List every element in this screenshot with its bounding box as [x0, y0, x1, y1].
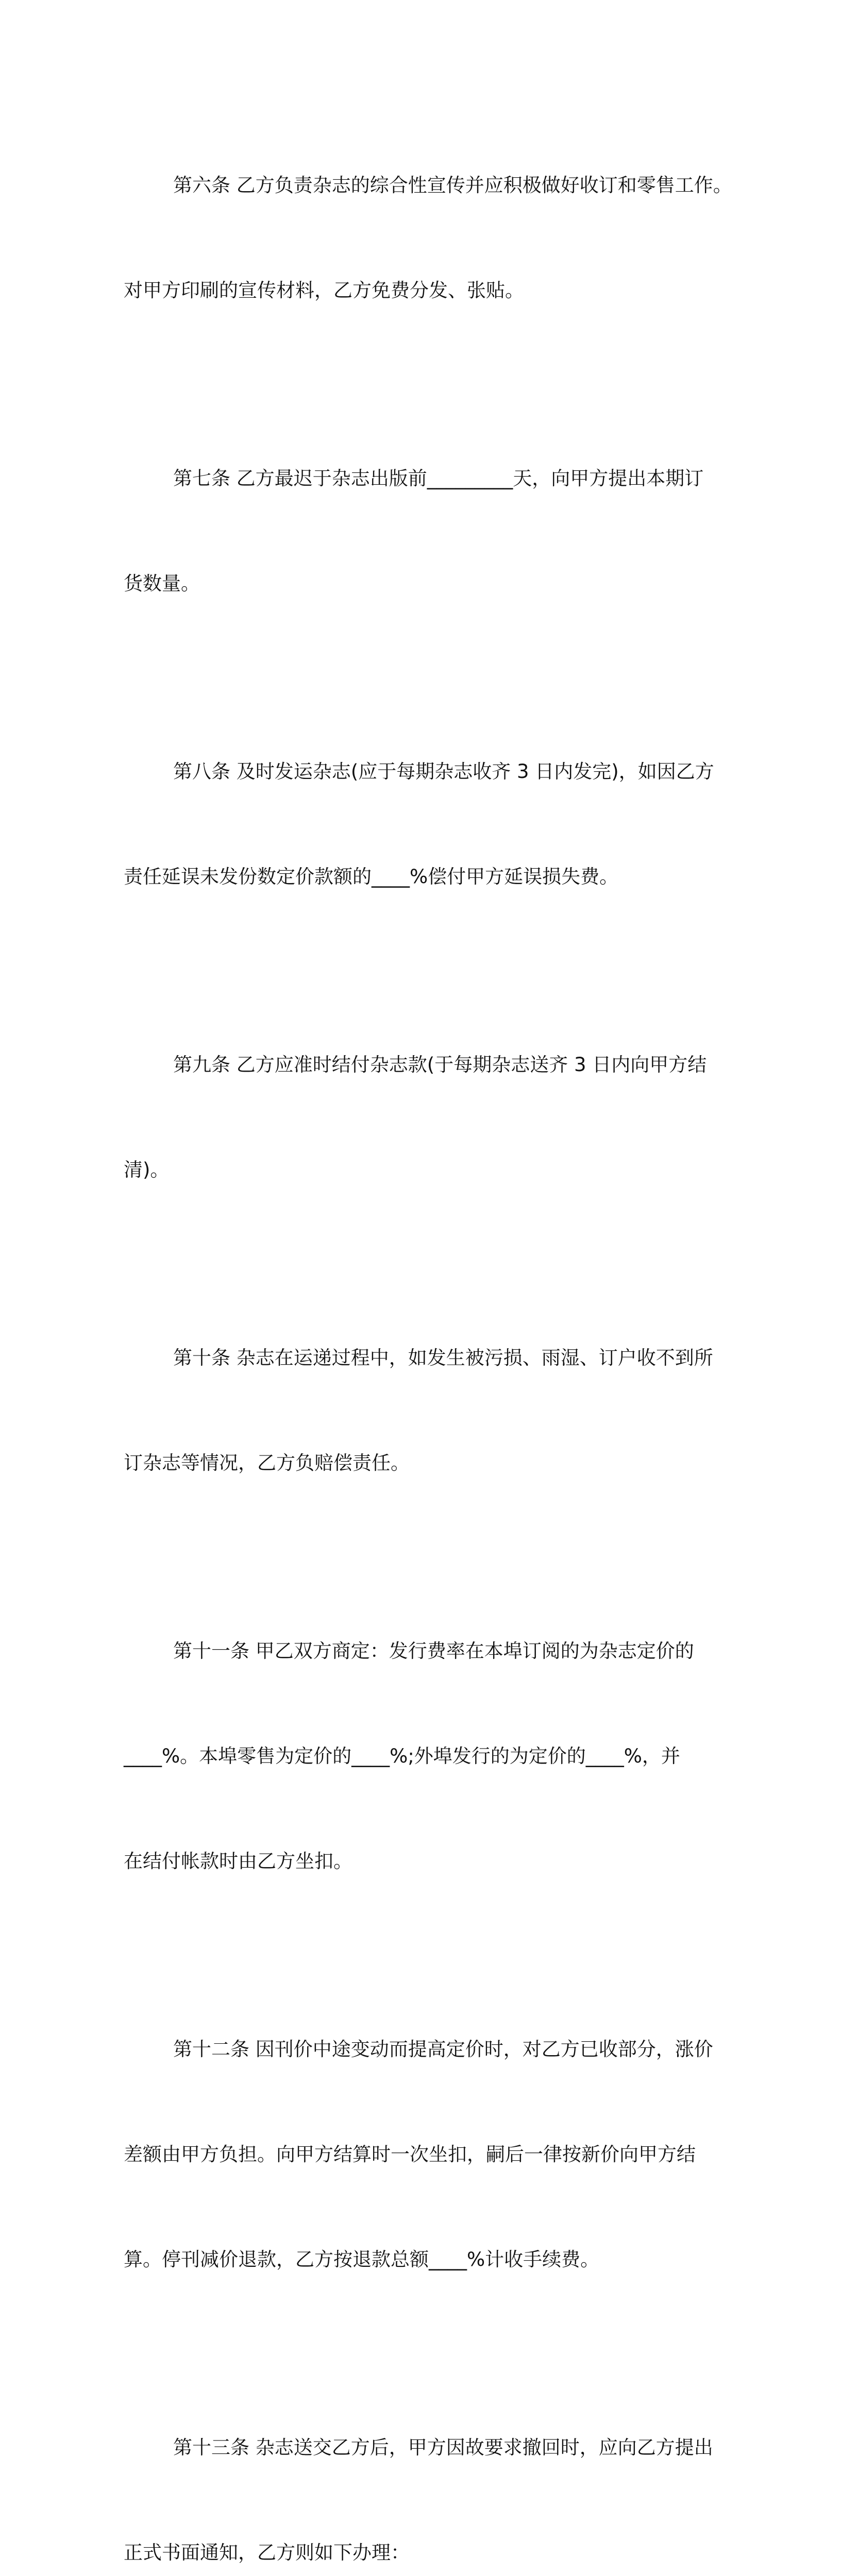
paragraph-line: ____%。本埠零售为定价的____%;外埠发行的为定价的____%，并	[124, 1745, 680, 1767]
paragraph-line: 第十一条 甲乙双方商定：发行费率在本埠订阅的为杂志定价的	[173, 1640, 694, 1662]
paragraph-line: 第八条 及时发运杂志(应于每期杂志收齐 3 日内发完)，如因乙方	[173, 760, 714, 783]
article-10-paragraph	[124, 1270, 721, 1551]
article-13-paragraph	[124, 2360, 721, 2576]
paragraph-line: 差额由甲方负担。向甲方结算时一次坐扣，嗣后一律按新价向甲方结	[124, 2143, 696, 2165]
article-6-paragraph	[124, 98, 732, 378]
article-11-paragraph	[124, 1564, 721, 1949]
document-body	[124, 98, 732, 2576]
paragraph-line: 第十二条 因刊价中途变动而提高定价时，对乙方已收部分，涨价	[173, 2038, 713, 2060]
paragraph-line: 第六条 乙方负责杂志的综合性宣传并应积极做好收订和零售工作。	[173, 174, 732, 196]
paragraph-line: 第七条 乙方最迟于杂志出版前_________天，向甲方提出本期订	[173, 467, 704, 489]
paragraph-line: 清)。	[124, 1159, 170, 1181]
article-8-paragraph	[124, 684, 721, 964]
article-12-paragraph	[124, 1962, 721, 2347]
paragraph-line: 货数量。	[124, 572, 200, 595]
paragraph-line: 第九条 乙方应准时结付杂志款(于每期杂志送齐 3 日内向甲方结	[173, 1054, 707, 1076]
article-9-paragraph	[124, 977, 721, 1258]
article-7-paragraph	[124, 391, 721, 671]
paragraph-line: 在结付帐款时由乙方坐扣。	[124, 1850, 352, 1872]
paragraph-line: 订杂志等情况，乙方负赔偿责任。	[124, 1452, 410, 1474]
paragraph-line: 第十条 杂志在运递过程中，如发生被污损、雨湿、订户收不到所	[173, 1347, 713, 1369]
paragraph-line: 责任延误未发份数定价款额的____%偿付甲方延误损失费。	[124, 866, 619, 888]
paragraph-line: 算。停刊减价退款，乙方按退款总额____%计收手续费。	[124, 2248, 600, 2270]
paragraph-line: 第十三条 杂志送交乙方后，甲方因故要求撤回时，应向乙方提出	[173, 2436, 713, 2459]
paragraph-line: 对甲方印刷的宣传材料，乙方免费分发、张贴。	[124, 279, 524, 301]
paragraph-line: 正式书面通知，乙方则如下办理：	[124, 2541, 410, 2564]
